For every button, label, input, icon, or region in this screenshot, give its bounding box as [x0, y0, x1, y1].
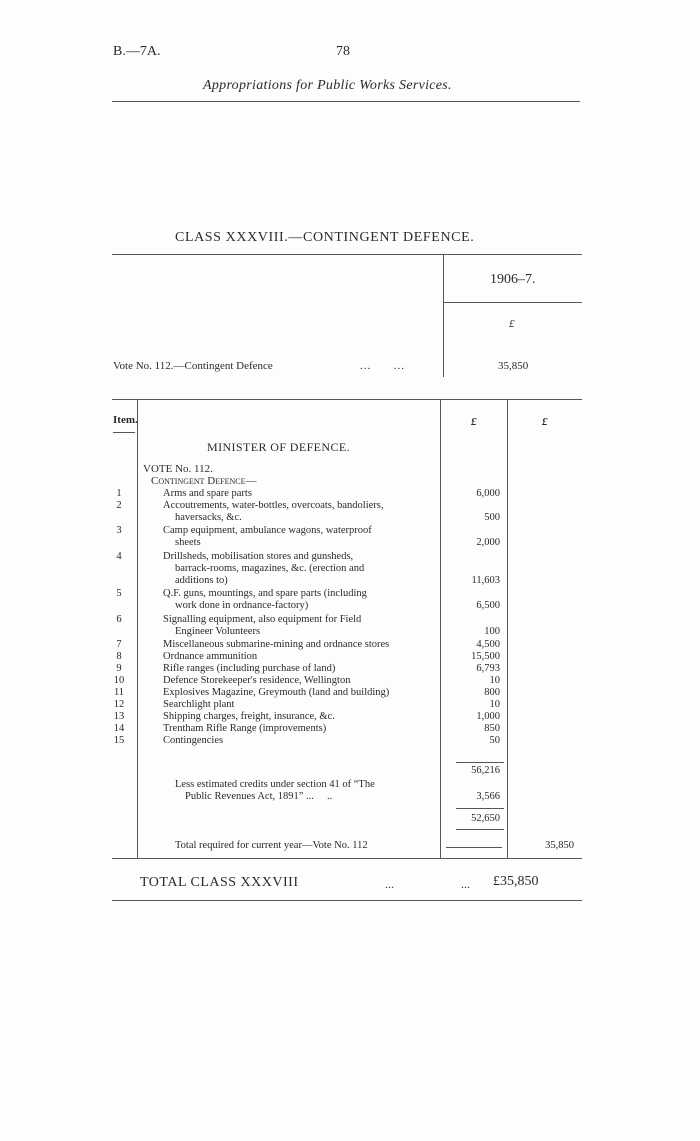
item-amount: 100: [484, 626, 500, 637]
item-amount: 50: [489, 735, 500, 746]
item-description-line: additions to): [175, 575, 228, 586]
running-title: Appropriations for Public Works Services.: [203, 78, 452, 93]
item-number: 10: [113, 675, 125, 686]
subtotal-rule: [456, 762, 504, 763]
item-description-line: Explosives Magazine, Greymouth (land and building): [163, 687, 390, 698]
summary-vote-label: Vote No. 112.—Contingent Defence: [113, 360, 273, 372]
item-number: 14: [113, 723, 125, 734]
detail-desc-divider: [440, 400, 441, 858]
item-amount: 6,500: [476, 600, 500, 611]
item-amount: 10: [489, 675, 500, 686]
subtotal-amount: 56,216: [471, 765, 500, 776]
detail-col-currency-1: £: [471, 416, 477, 428]
item-description-line: Ordnance ammunition: [163, 651, 258, 662]
total-required-amount: 35,850: [545, 840, 574, 851]
item-description-line: Engineer Volunteers: [175, 626, 261, 637]
item-description-line: barrack-rooms, magazines, &c. (erection and: [175, 563, 365, 574]
grand-total-rule: [112, 900, 582, 901]
item-description-line: Drillsheds, mobilisation stores and gunsheds,: [163, 551, 354, 562]
header-rule: [112, 101, 580, 102]
item-description-line: Contingencies: [163, 735, 224, 746]
total-dash-rule: [446, 847, 502, 848]
summary-bottom-rule: [112, 399, 582, 400]
item-amount: 6,000: [476, 488, 500, 499]
item-description-line: Accoutrements, water-bottles, overcoats, bandoliers,: [163, 500, 384, 511]
item-number: 2: [116, 500, 122, 511]
item-amount: 1,000: [476, 711, 500, 722]
item-description-line: Miscellaneous submarine-mining and ordnance stores: [163, 639, 390, 650]
item-number: 13: [113, 711, 125, 722]
item-description-line: Shipping charges, freight, insurance, &c.: [163, 711, 335, 722]
detail-amount-divider: [507, 400, 508, 858]
less-credits-line-2: Public Revenues Act, 1891” ... ..: [185, 791, 333, 802]
item-number: 15: [113, 735, 125, 746]
class-heading: CLASS XXXVIII.—CONTINGENT DEFENCE.: [175, 230, 475, 245]
grand-total-amount: £35,850: [493, 874, 539, 889]
item-description-line: Q.F. guns, mountings, and spare parts (including: [163, 588, 367, 599]
item-number: 11: [113, 687, 125, 698]
grand-total-label: TOTAL CLASS XXXVIII: [140, 875, 299, 890]
item-amount: 6,793: [476, 663, 500, 674]
item-description-line: Trentham Rifle Range (improvements): [163, 723, 327, 734]
item-description-line: haversacks, &c.: [175, 512, 242, 523]
item-amount: 800: [484, 687, 500, 698]
item-description-line: Rifle ranges (including purchase of land): [163, 663, 336, 674]
item-number: 4: [116, 551, 122, 562]
net-rule: [456, 808, 504, 809]
less-credits-amount: 3,566: [476, 791, 500, 802]
item-amount: 500: [484, 512, 500, 523]
item-number: 6: [116, 614, 122, 625]
item-description-line: Camp equipment, ambulance wagons, waterproof: [163, 525, 372, 536]
detail-col-currency-2: £: [542, 416, 548, 428]
minister-heading: MINISTER OF DEFENCE.: [207, 440, 351, 454]
class-heading-rule: [112, 254, 582, 255]
less-credits-line-1: Less estimated credits under section 41 of “The: [175, 779, 375, 790]
detail-item-underline: [113, 432, 135, 433]
item-number: 5: [116, 588, 122, 599]
summary-currency: £: [509, 318, 515, 330]
item-description-line: work done in ordnance-factory): [175, 600, 309, 611]
grand-total-dots-2: ...: [461, 877, 470, 891]
page-number: 78: [336, 44, 350, 59]
item-number: 9: [116, 663, 122, 674]
item-number: 12: [113, 699, 125, 710]
item-description-line: Defence Storekeeper's residence, Wellington: [163, 675, 351, 686]
item-description-line: Searchlight plant: [163, 699, 235, 710]
item-number: 8: [116, 651, 122, 662]
item-amount: 850: [484, 723, 500, 734]
summary-divider: [443, 255, 444, 377]
item-amount: 10: [489, 699, 500, 710]
item-amount: 4,500: [476, 639, 500, 650]
total-required-label: Total required for current year—Vote No. 112: [175, 840, 368, 851]
item-number: 7: [116, 639, 122, 650]
detail-col-item: Item.: [113, 414, 138, 426]
item-number: 3: [116, 525, 122, 536]
item-number: 1: [116, 488, 122, 499]
detail-item-divider: [137, 400, 138, 858]
net-bottom-rule: [456, 829, 504, 830]
summary-vote-amount: 35,850: [498, 360, 529, 372]
item-description-line: Arms and spare parts: [163, 488, 252, 499]
detail-bottom-rule: [112, 858, 582, 859]
net-amount: 52,650: [471, 813, 500, 824]
vote-heading: VOTE No. 112.: [143, 463, 213, 475]
item-description-line: Signalling equipment, also equipment for Field: [163, 614, 362, 625]
grand-total-dots: ...: [385, 877, 394, 891]
summary-year-rule: [444, 302, 582, 303]
item-amount: 2,000: [476, 537, 500, 548]
page-ref: B.—7A.: [113, 44, 161, 59]
contingent-subheading: Contingent Defence—: [151, 475, 257, 487]
summary-dots: ... ...: [360, 360, 405, 372]
item-amount: 15,500: [471, 651, 500, 662]
item-amount: 11,603: [471, 575, 500, 586]
summary-year: 1906–7.: [490, 272, 536, 287]
item-description-line: sheets: [175, 537, 201, 548]
